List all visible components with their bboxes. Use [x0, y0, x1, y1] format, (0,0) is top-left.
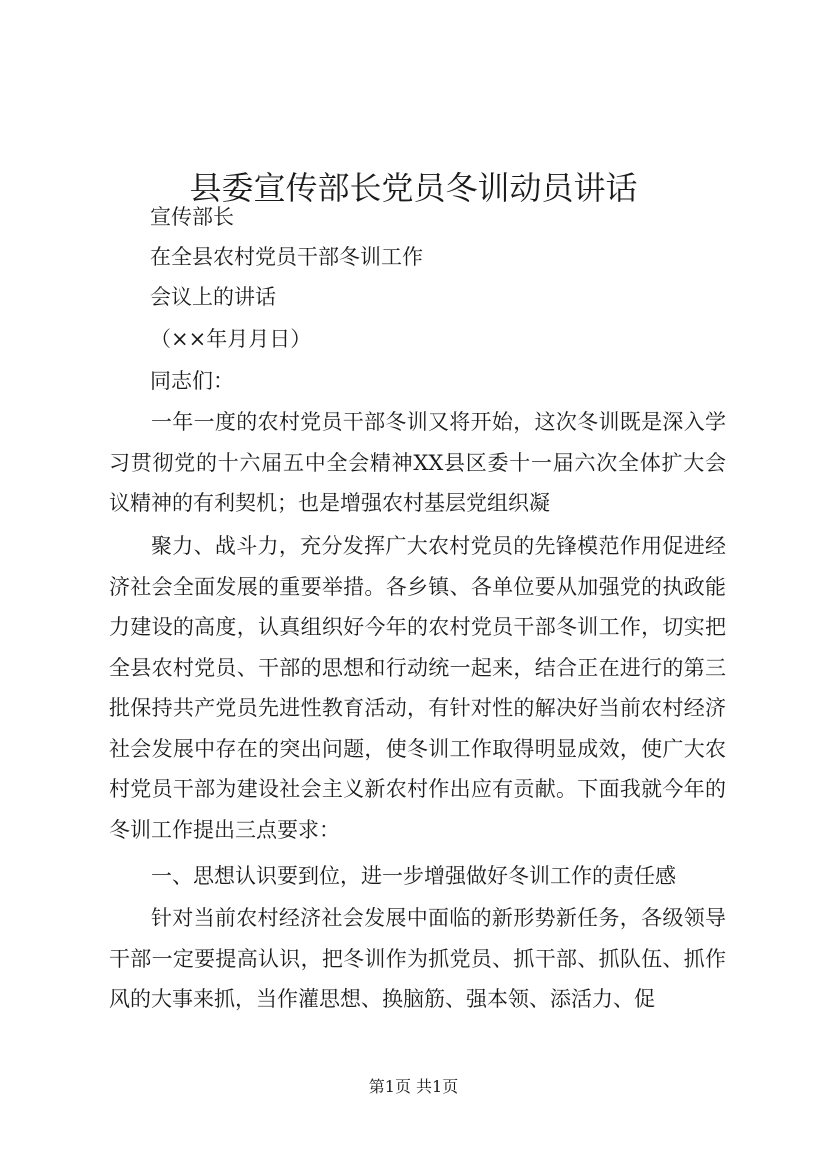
paragraph-2: 聚力、战斗力，充分发挥广大农村党员的先锋模范作用促进经济社会全面发展的重要举措。各乡镇、各单位要从加强党的执政能力建设的高度，认真组织好今年的农村党员干部冬训工作，切实把全县农村党员、干部的思想和行动统一起来，结合正在进行的第三批保持共产党员先进性教育活动，有针对性的解决好当前农村经济社会发展中存在的突出问题，使冬训工作取得明显成效，使广大农村党员干部为建设社会主义新农村作出应有贡献。下面我就今年的冬训工作提出三点要求： [109, 534, 726, 842]
occasion-line: 在全县农村党员干部冬训工作 [150, 245, 423, 269]
salutation: 同志们： [150, 369, 234, 393]
date-line: （××年月月日） [150, 327, 312, 351]
occasion-line-2: 会议上的讲话 [150, 285, 276, 309]
speaker-line: 宣传部长 [150, 205, 234, 229]
page-footer: 第1页 共1页 [368, 1077, 459, 1096]
paragraph-1: 一年一度的农村党员干部冬训又将开始，这次冬训既是深入学习贯彻党的十六届五中全会精神XX县区委十一届六次全体扩大会议精神的有利契机；也是增强农村基层党组织凝 [109, 410, 726, 515]
document-title: 县委宣传部长党员冬训动员讲话 [189, 169, 638, 208]
section-heading-1: 一、思想认识要到位，进一步增强做好冬训工作的责任感 [151, 864, 676, 888]
paragraph-3: 针对当前农村经济社会发展中面临的新形势新任务，各级领导干部一定要提高认识，把冬训作为抓党员、抓干部、抓队伍、抓作风的大事来抓，当作灌思想、换脑筋、强本领、添活力、促 [109, 906, 726, 1011]
